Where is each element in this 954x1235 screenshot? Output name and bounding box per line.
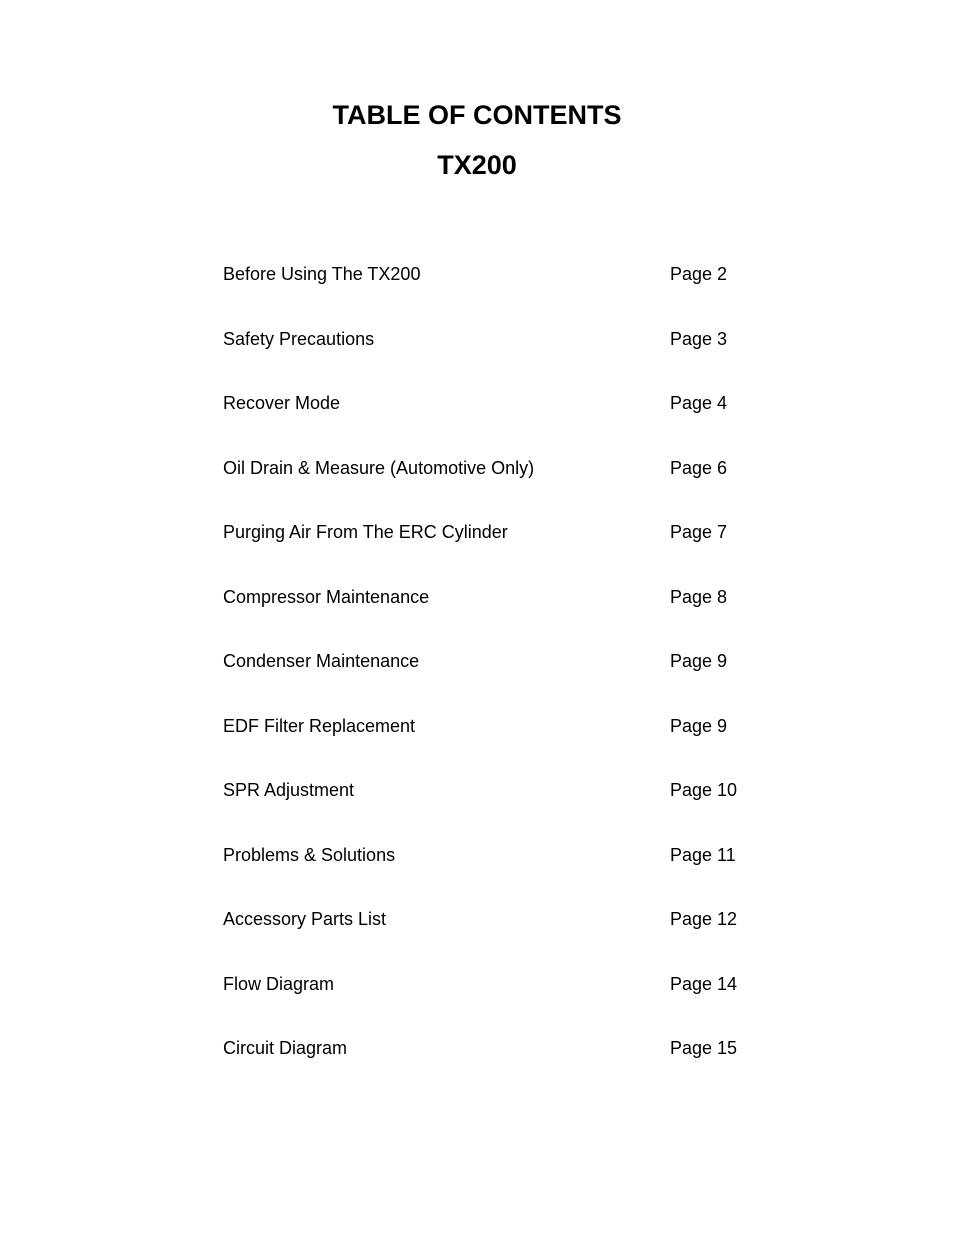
toc-entry-page: Page 3 <box>670 328 728 349</box>
toc-entry <box>223 580 783 645</box>
toc-entry <box>223 451 783 516</box>
toc-entry <box>223 902 783 967</box>
toc-entry-title: Circuit Diagram <box>223 1038 348 1058</box>
toc-entry-title: Flow Diagram <box>223 973 335 994</box>
toc-entry-title: Before Using The TX200 <box>223 264 421 284</box>
toc-entry-title: Problems & Solutions <box>223 844 396 865</box>
toc-entry-page: Page 8 <box>670 586 728 607</box>
toc-entry <box>223 257 783 322</box>
toc-entry-page: Page 6 <box>670 457 728 478</box>
toc-entry-page: Page 2 <box>670 264 728 284</box>
toc-entry <box>223 1031 783 1096</box>
toc-entry-title: Safety Precautions <box>223 328 375 349</box>
toc-entry <box>223 709 783 774</box>
toc-entry-page: Page 9 <box>670 715 728 736</box>
toc-entry-page: Page 12 <box>670 909 738 929</box>
toc-entry-title: Accessory Parts List <box>223 909 387 929</box>
toc-entry-page: Page 4 <box>670 393 728 413</box>
toc-entry-page: Page 11 <box>670 844 736 865</box>
toc-entry-title: Oil Drain & Measure (Automotive Only) <box>223 457 535 478</box>
toc-entry-title: Compressor Maintenance <box>223 586 430 607</box>
toc-entry-page: Page 9 <box>670 651 728 671</box>
toc-entry-title: Recover Mode <box>223 393 341 413</box>
toc-entry <box>223 773 783 838</box>
page-title: TABLE OF CONTENTS <box>332 100 622 130</box>
toc-entry-page: Page 10 <box>670 780 738 800</box>
table-of-contents <box>223 257 783 1096</box>
toc-entry-title: SPR Adjustment <box>223 780 355 800</box>
toc-entry-page: Page 7 <box>670 522 728 542</box>
toc-entry <box>223 644 783 709</box>
page-subtitle: TX200 <box>437 150 517 180</box>
toc-entry-page: Page 14 <box>670 973 738 994</box>
toc-entry-title: Purging Air From The ERC Cylinder <box>223 522 508 542</box>
toc-entry <box>223 967 783 1032</box>
toc-entry-page: Page 15 <box>670 1038 738 1058</box>
toc-entry <box>223 322 783 387</box>
toc-entry-title: Condenser Maintenance <box>223 651 420 671</box>
toc-entry <box>223 386 783 451</box>
toc-entry <box>223 838 783 903</box>
toc-entry <box>223 515 783 580</box>
toc-entry-title: EDF Filter Replacement <box>223 715 416 736</box>
